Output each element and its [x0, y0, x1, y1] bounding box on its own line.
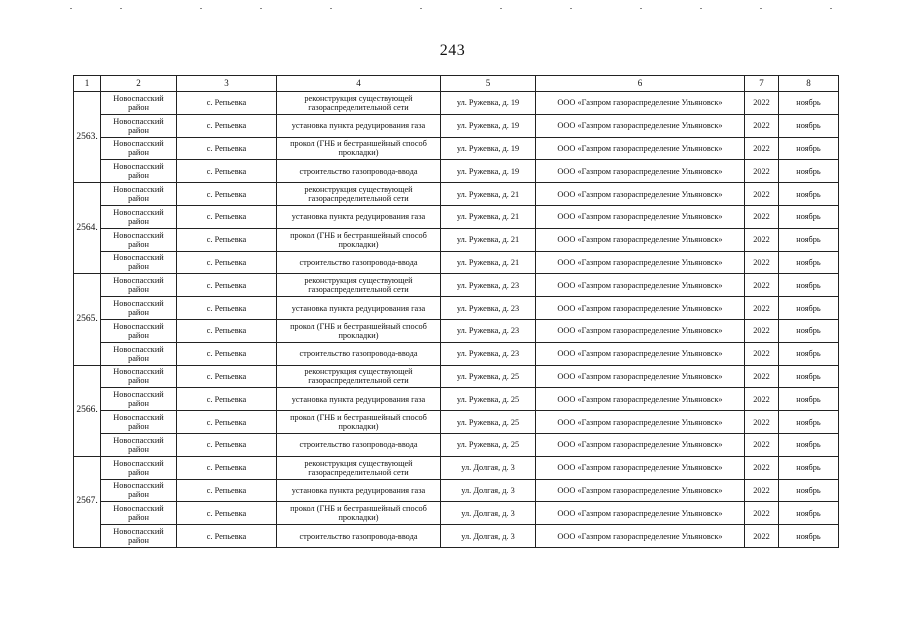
- work-type-cell: строительство газопровода-ввода: [277, 433, 441, 456]
- scan-artifact-line: [0, 8, 905, 10]
- data-table: [73, 75, 839, 548]
- year-cell: 2022: [745, 297, 779, 320]
- year-cell: 2022: [745, 228, 779, 251]
- organization-cell: ООО «Газпром газораспределение Ульяновск»: [536, 228, 745, 251]
- settlement-cell: с. Репьевка: [177, 411, 277, 434]
- address-cell: ул. Долгая, д. 3: [441, 456, 536, 479]
- column-header: 2: [101, 76, 177, 92]
- month-cell: ноябрь: [779, 297, 839, 320]
- table-row: [74, 411, 839, 434]
- column-header: 8: [779, 76, 839, 92]
- settlement-cell: с. Репьевка: [177, 160, 277, 183]
- table-row: [74, 205, 839, 228]
- table-row: [74, 183, 839, 206]
- organization-cell: ООО «Газпром газораспределение Ульяновск»: [536, 411, 745, 434]
- year-cell: 2022: [745, 274, 779, 297]
- address-cell: ул. Ружевка, д. 23: [441, 342, 536, 365]
- row-number-cell: 2566.: [74, 365, 101, 456]
- month-cell: ноябрь: [779, 502, 839, 525]
- address-cell: ул. Ружевка, д. 19: [441, 92, 536, 115]
- row-number-cell: 2564.: [74, 183, 101, 274]
- address-cell: ул. Ружевка, д. 23: [441, 274, 536, 297]
- district-cell: Новоспасский район: [101, 297, 177, 320]
- address-cell: ул. Ружевка, д. 25: [441, 411, 536, 434]
- organization-cell: ООО «Газпром газораспределение Ульяновск»: [536, 365, 745, 388]
- organization-cell: ООО «Газпром газораспределение Ульяновск»: [536, 433, 745, 456]
- year-cell: 2022: [745, 342, 779, 365]
- column-header: 6: [536, 76, 745, 92]
- district-cell: Новоспасский район: [101, 342, 177, 365]
- address-cell: ул. Ружевка, д. 21: [441, 251, 536, 274]
- row-number-cell: 2565.: [74, 274, 101, 365]
- column-header: 4: [277, 76, 441, 92]
- table-row: [74, 297, 839, 320]
- settlement-cell: с. Репьевка: [177, 92, 277, 115]
- table-row: [74, 502, 839, 525]
- year-cell: 2022: [745, 433, 779, 456]
- district-cell: Новоспасский район: [101, 137, 177, 160]
- year-cell: 2022: [745, 92, 779, 115]
- work-type-cell: прокол (ГНБ и бестраншейный способ прокладки): [277, 319, 441, 342]
- page-number: 243: [439, 42, 466, 59]
- organization-cell: ООО «Газпром газораспределение Ульяновск»: [536, 114, 745, 137]
- month-cell: ноябрь: [779, 456, 839, 479]
- column-header: 5: [441, 76, 536, 92]
- district-cell: Новоспасский район: [101, 228, 177, 251]
- work-type-cell: реконструкция существующей газораспределительной сети: [277, 365, 441, 388]
- year-cell: 2022: [745, 479, 779, 502]
- month-cell: ноябрь: [779, 388, 839, 411]
- table-row: [74, 525, 839, 548]
- table-body: [74, 76, 839, 548]
- organization-cell: ООО «Газпром газораспределение Ульяновск»: [536, 342, 745, 365]
- settlement-cell: с. Репьевка: [177, 228, 277, 251]
- address-cell: ул. Ружевка, д. 21: [441, 228, 536, 251]
- settlement-cell: с. Репьевка: [177, 479, 277, 502]
- address-cell: ул. Ружевка, д. 21: [441, 205, 536, 228]
- organization-cell: ООО «Газпром газораспределение Ульяновск»: [536, 525, 745, 548]
- address-cell: ул. Ружевка, д. 19: [441, 114, 536, 137]
- work-type-cell: реконструкция существующей газораспределительной сети: [277, 183, 441, 206]
- district-cell: Новоспасский район: [101, 456, 177, 479]
- year-cell: 2022: [745, 456, 779, 479]
- table-row: [74, 433, 839, 456]
- table-row: [74, 456, 839, 479]
- address-cell: ул. Ружевка, д. 25: [441, 365, 536, 388]
- settlement-cell: с. Репьевка: [177, 274, 277, 297]
- organization-cell: ООО «Газпром газораспределение Ульяновск»: [536, 92, 745, 115]
- table-row: [74, 114, 839, 137]
- organization-cell: ООО «Газпром газораспределение Ульяновск»: [536, 502, 745, 525]
- organization-cell: ООО «Газпром газораспределение Ульяновск»: [536, 388, 745, 411]
- work-type-cell: строительство газопровода-ввода: [277, 160, 441, 183]
- work-type-cell: установка пункта редуцирования газа: [277, 205, 441, 228]
- month-cell: ноябрь: [779, 251, 839, 274]
- district-cell: Новоспасский район: [101, 92, 177, 115]
- organization-cell: ООО «Газпром газораспределение Ульяновск»: [536, 251, 745, 274]
- table-row: [74, 388, 839, 411]
- year-cell: 2022: [745, 205, 779, 228]
- organization-cell: ООО «Газпром газораспределение Ульяновск»: [536, 160, 745, 183]
- month-cell: ноябрь: [779, 114, 839, 137]
- row-number-cell: 2567.: [74, 456, 101, 547]
- settlement-cell: с. Репьевка: [177, 183, 277, 206]
- table-row: [74, 92, 839, 115]
- header-row: [74, 76, 839, 92]
- address-cell: ул. Долгая, д. 3: [441, 502, 536, 525]
- settlement-cell: с. Репьевка: [177, 342, 277, 365]
- month-cell: ноябрь: [779, 183, 839, 206]
- organization-cell: ООО «Газпром газораспределение Ульяновск»: [536, 205, 745, 228]
- organization-cell: ООО «Газпром газораспределение Ульяновск»: [536, 183, 745, 206]
- month-cell: ноябрь: [779, 319, 839, 342]
- table-row: [74, 365, 839, 388]
- district-cell: Новоспасский район: [101, 479, 177, 502]
- table-row: [74, 251, 839, 274]
- work-type-cell: установка пункта редуцирования газа: [277, 388, 441, 411]
- settlement-cell: с. Репьевка: [177, 319, 277, 342]
- year-cell: 2022: [745, 160, 779, 183]
- settlement-cell: с. Репьевка: [177, 502, 277, 525]
- district-cell: Новоспасский район: [101, 205, 177, 228]
- month-cell: ноябрь: [779, 205, 839, 228]
- address-cell: ул. Ружевка, д. 23: [441, 319, 536, 342]
- year-cell: 2022: [745, 365, 779, 388]
- column-header: 1: [74, 76, 101, 92]
- table-row: [74, 137, 839, 160]
- district-cell: Новоспасский район: [101, 365, 177, 388]
- address-cell: ул. Ружевка, д. 21: [441, 183, 536, 206]
- year-cell: 2022: [745, 319, 779, 342]
- year-cell: 2022: [745, 251, 779, 274]
- address-cell: ул. Долгая, д. 3: [441, 525, 536, 548]
- work-type-cell: установка пункта редуцирования газа: [277, 479, 441, 502]
- year-cell: 2022: [745, 114, 779, 137]
- work-type-cell: прокол (ГНБ и бестраншейный способ прокладки): [277, 228, 441, 251]
- table-row: [74, 160, 839, 183]
- year-cell: 2022: [745, 525, 779, 548]
- settlement-cell: с. Репьевка: [177, 365, 277, 388]
- settlement-cell: с. Репьевка: [177, 433, 277, 456]
- month-cell: ноябрь: [779, 365, 839, 388]
- organization-cell: ООО «Газпром газораспределение Ульяновск»: [536, 297, 745, 320]
- organization-cell: ООО «Газпром газораспределение Ульяновск»: [536, 137, 745, 160]
- district-cell: Новоспасский район: [101, 114, 177, 137]
- month-cell: ноябрь: [779, 525, 839, 548]
- year-cell: 2022: [745, 502, 779, 525]
- address-cell: ул. Ружевка, д. 25: [441, 388, 536, 411]
- district-cell: Новоспасский район: [101, 319, 177, 342]
- settlement-cell: с. Репьевка: [177, 388, 277, 411]
- organization-cell: ООО «Газпром газораспределение Ульяновск»: [536, 319, 745, 342]
- settlement-cell: с. Репьевка: [177, 205, 277, 228]
- year-cell: 2022: [745, 411, 779, 434]
- month-cell: ноябрь: [779, 137, 839, 160]
- work-type-cell: установка пункта редуцирования газа: [277, 114, 441, 137]
- row-number-cell: 2563.: [74, 92, 101, 183]
- work-type-cell: прокол (ГНБ и бестраншейный способ прокладки): [277, 137, 441, 160]
- work-type-cell: установка пункта редуцирования газа: [277, 297, 441, 320]
- column-header: 7: [745, 76, 779, 92]
- month-cell: ноябрь: [779, 411, 839, 434]
- address-cell: ул. Ружевка, д. 19: [441, 137, 536, 160]
- month-cell: ноябрь: [779, 274, 839, 297]
- district-cell: Новоспасский район: [101, 525, 177, 548]
- district-cell: Новоспасский район: [101, 251, 177, 274]
- district-cell: Новоспасский район: [101, 502, 177, 525]
- month-cell: ноябрь: [779, 342, 839, 365]
- address-cell: ул. Ружевка, д. 19: [441, 160, 536, 183]
- table-row: [74, 319, 839, 342]
- district-cell: Новоспасский район: [101, 411, 177, 434]
- district-cell: Новоспасский район: [101, 388, 177, 411]
- work-type-cell: строительство газопровода-ввода: [277, 525, 441, 548]
- work-type-cell: прокол (ГНБ и бестраншейный способ прокладки): [277, 502, 441, 525]
- organization-cell: ООО «Газпром газораспределение Ульяновск»: [536, 479, 745, 502]
- month-cell: ноябрь: [779, 228, 839, 251]
- work-type-cell: реконструкция существующей газораспределительной сети: [277, 92, 441, 115]
- organization-cell: ООО «Газпром газораспределение Ульяновск»: [536, 274, 745, 297]
- table-row: [74, 342, 839, 365]
- district-cell: Новоспасский район: [101, 183, 177, 206]
- work-type-cell: строительство газопровода-ввода: [277, 251, 441, 274]
- year-cell: 2022: [745, 388, 779, 411]
- settlement-cell: с. Репьевка: [177, 525, 277, 548]
- organization-cell: ООО «Газпром газораспределение Ульяновск»: [536, 456, 745, 479]
- district-cell: Новоспасский район: [101, 160, 177, 183]
- month-cell: ноябрь: [779, 92, 839, 115]
- district-cell: Новоспасский район: [101, 433, 177, 456]
- district-cell: Новоспасский район: [101, 274, 177, 297]
- table-row: [74, 479, 839, 502]
- year-cell: 2022: [745, 137, 779, 160]
- settlement-cell: с. Репьевка: [177, 114, 277, 137]
- month-cell: ноябрь: [779, 160, 839, 183]
- work-type-cell: прокол (ГНБ и бестраншейный способ прокладки): [277, 411, 441, 434]
- address-cell: ул. Долгая, д. 3: [441, 479, 536, 502]
- work-type-cell: реконструкция существующей газораспределительной сети: [277, 274, 441, 297]
- year-cell: 2022: [745, 183, 779, 206]
- table-row: [74, 228, 839, 251]
- month-cell: ноябрь: [779, 479, 839, 502]
- address-cell: ул. Ружевка, д. 23: [441, 297, 536, 320]
- work-type-cell: реконструкция существующей газораспределительной сети: [277, 456, 441, 479]
- settlement-cell: с. Репьевка: [177, 251, 277, 274]
- column-header: 3: [177, 76, 277, 92]
- settlement-cell: с. Репьевка: [177, 297, 277, 320]
- address-cell: ул. Ружевка, д. 25: [441, 433, 536, 456]
- settlement-cell: с. Репьевка: [177, 137, 277, 160]
- work-type-cell: строительство газопровода-ввода: [277, 342, 441, 365]
- month-cell: ноябрь: [779, 433, 839, 456]
- settlement-cell: с. Репьевка: [177, 456, 277, 479]
- table-row: [74, 274, 839, 297]
